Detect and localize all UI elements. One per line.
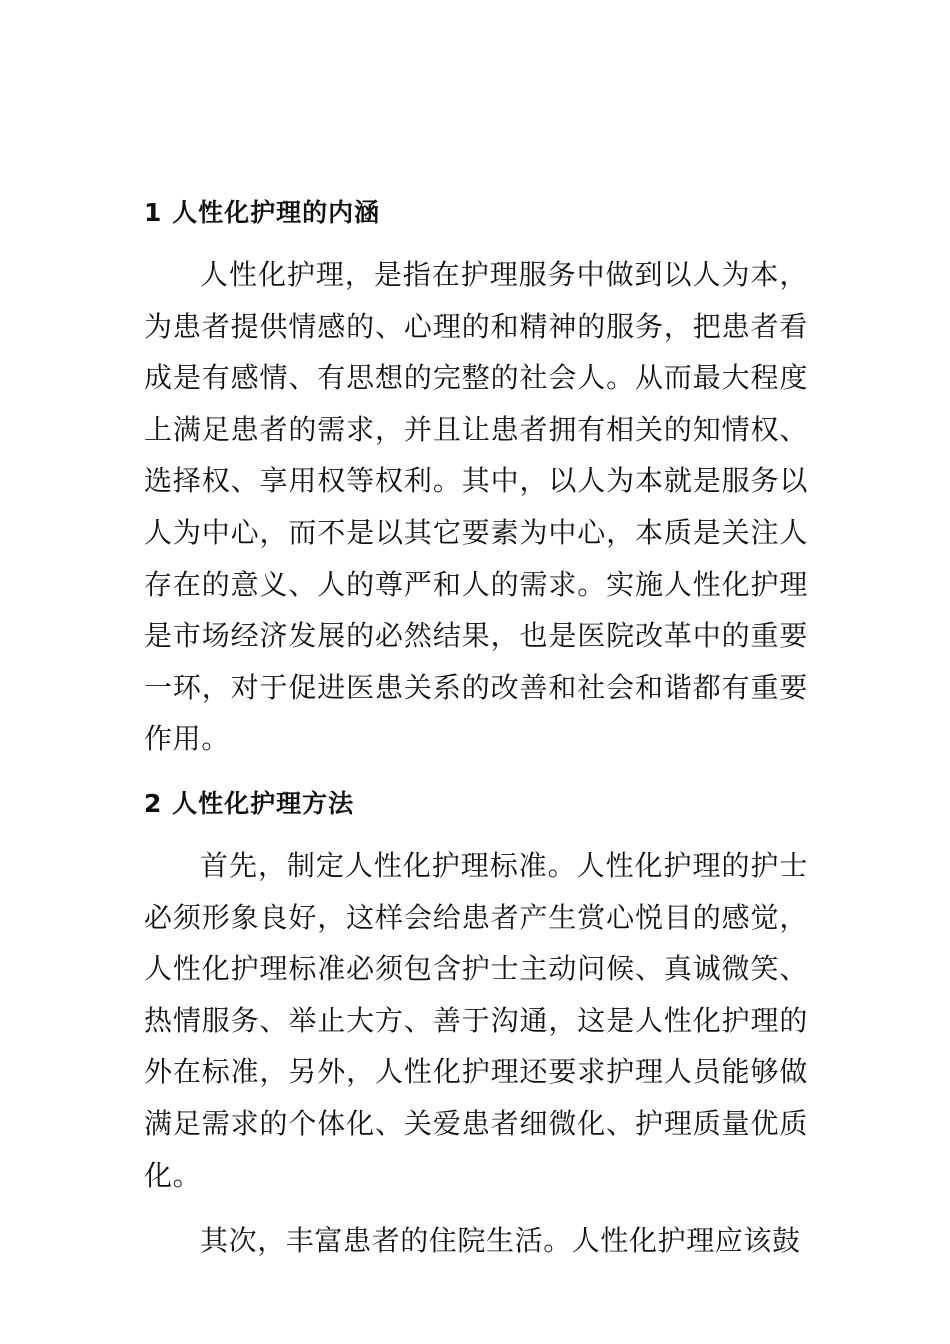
section-2-paragraph-2: 其次，丰富患者的住院生活。人性化护理应该鼓	[200, 1224, 801, 1258]
section-heading-1: 1 人性化护理的内涵	[144, 198, 381, 227]
document-body	[144, 190, 808, 1281]
section-2-paragraph-1: 首先，制定人性化护理标准。人性化护理的护士必须形象良好，这样会给患者产生赏心悦目的感觉，人性化护理标准必须包含护士主动问候、真诚微笑、热情服务、举止大方、善于沟通，这是人性化护理的外在标准，另外，人性化护理还要求护理人员能够做满足需求的个体化、关爱患者细微化、护理质量优质化。	[144, 848, 808, 1192]
section-heading-2: 2 人性化护理方法	[144, 788, 355, 818]
section-1-paragraph-1: 人性化护理，是指在护理服务中做到以人为本，为患者提供情感的、心理的和精神的服务，把患者看成是有感情、有思想的完整的社会人。从而最大程度上满足患者的需求，并且让患者拥有相关的知情权、选择权、享用权等权利。其中，以人为本就是服务以人为中心，而不是以其它要素为中心，本质是关注人存在的意义、人的尊严和人的需求。实施人性化护理是市场经济发展的必然结果，也是医院改革中的重要一环，对于促进医患关系的改善和社会和谐都有重要作用。	[144, 258, 808, 756]
